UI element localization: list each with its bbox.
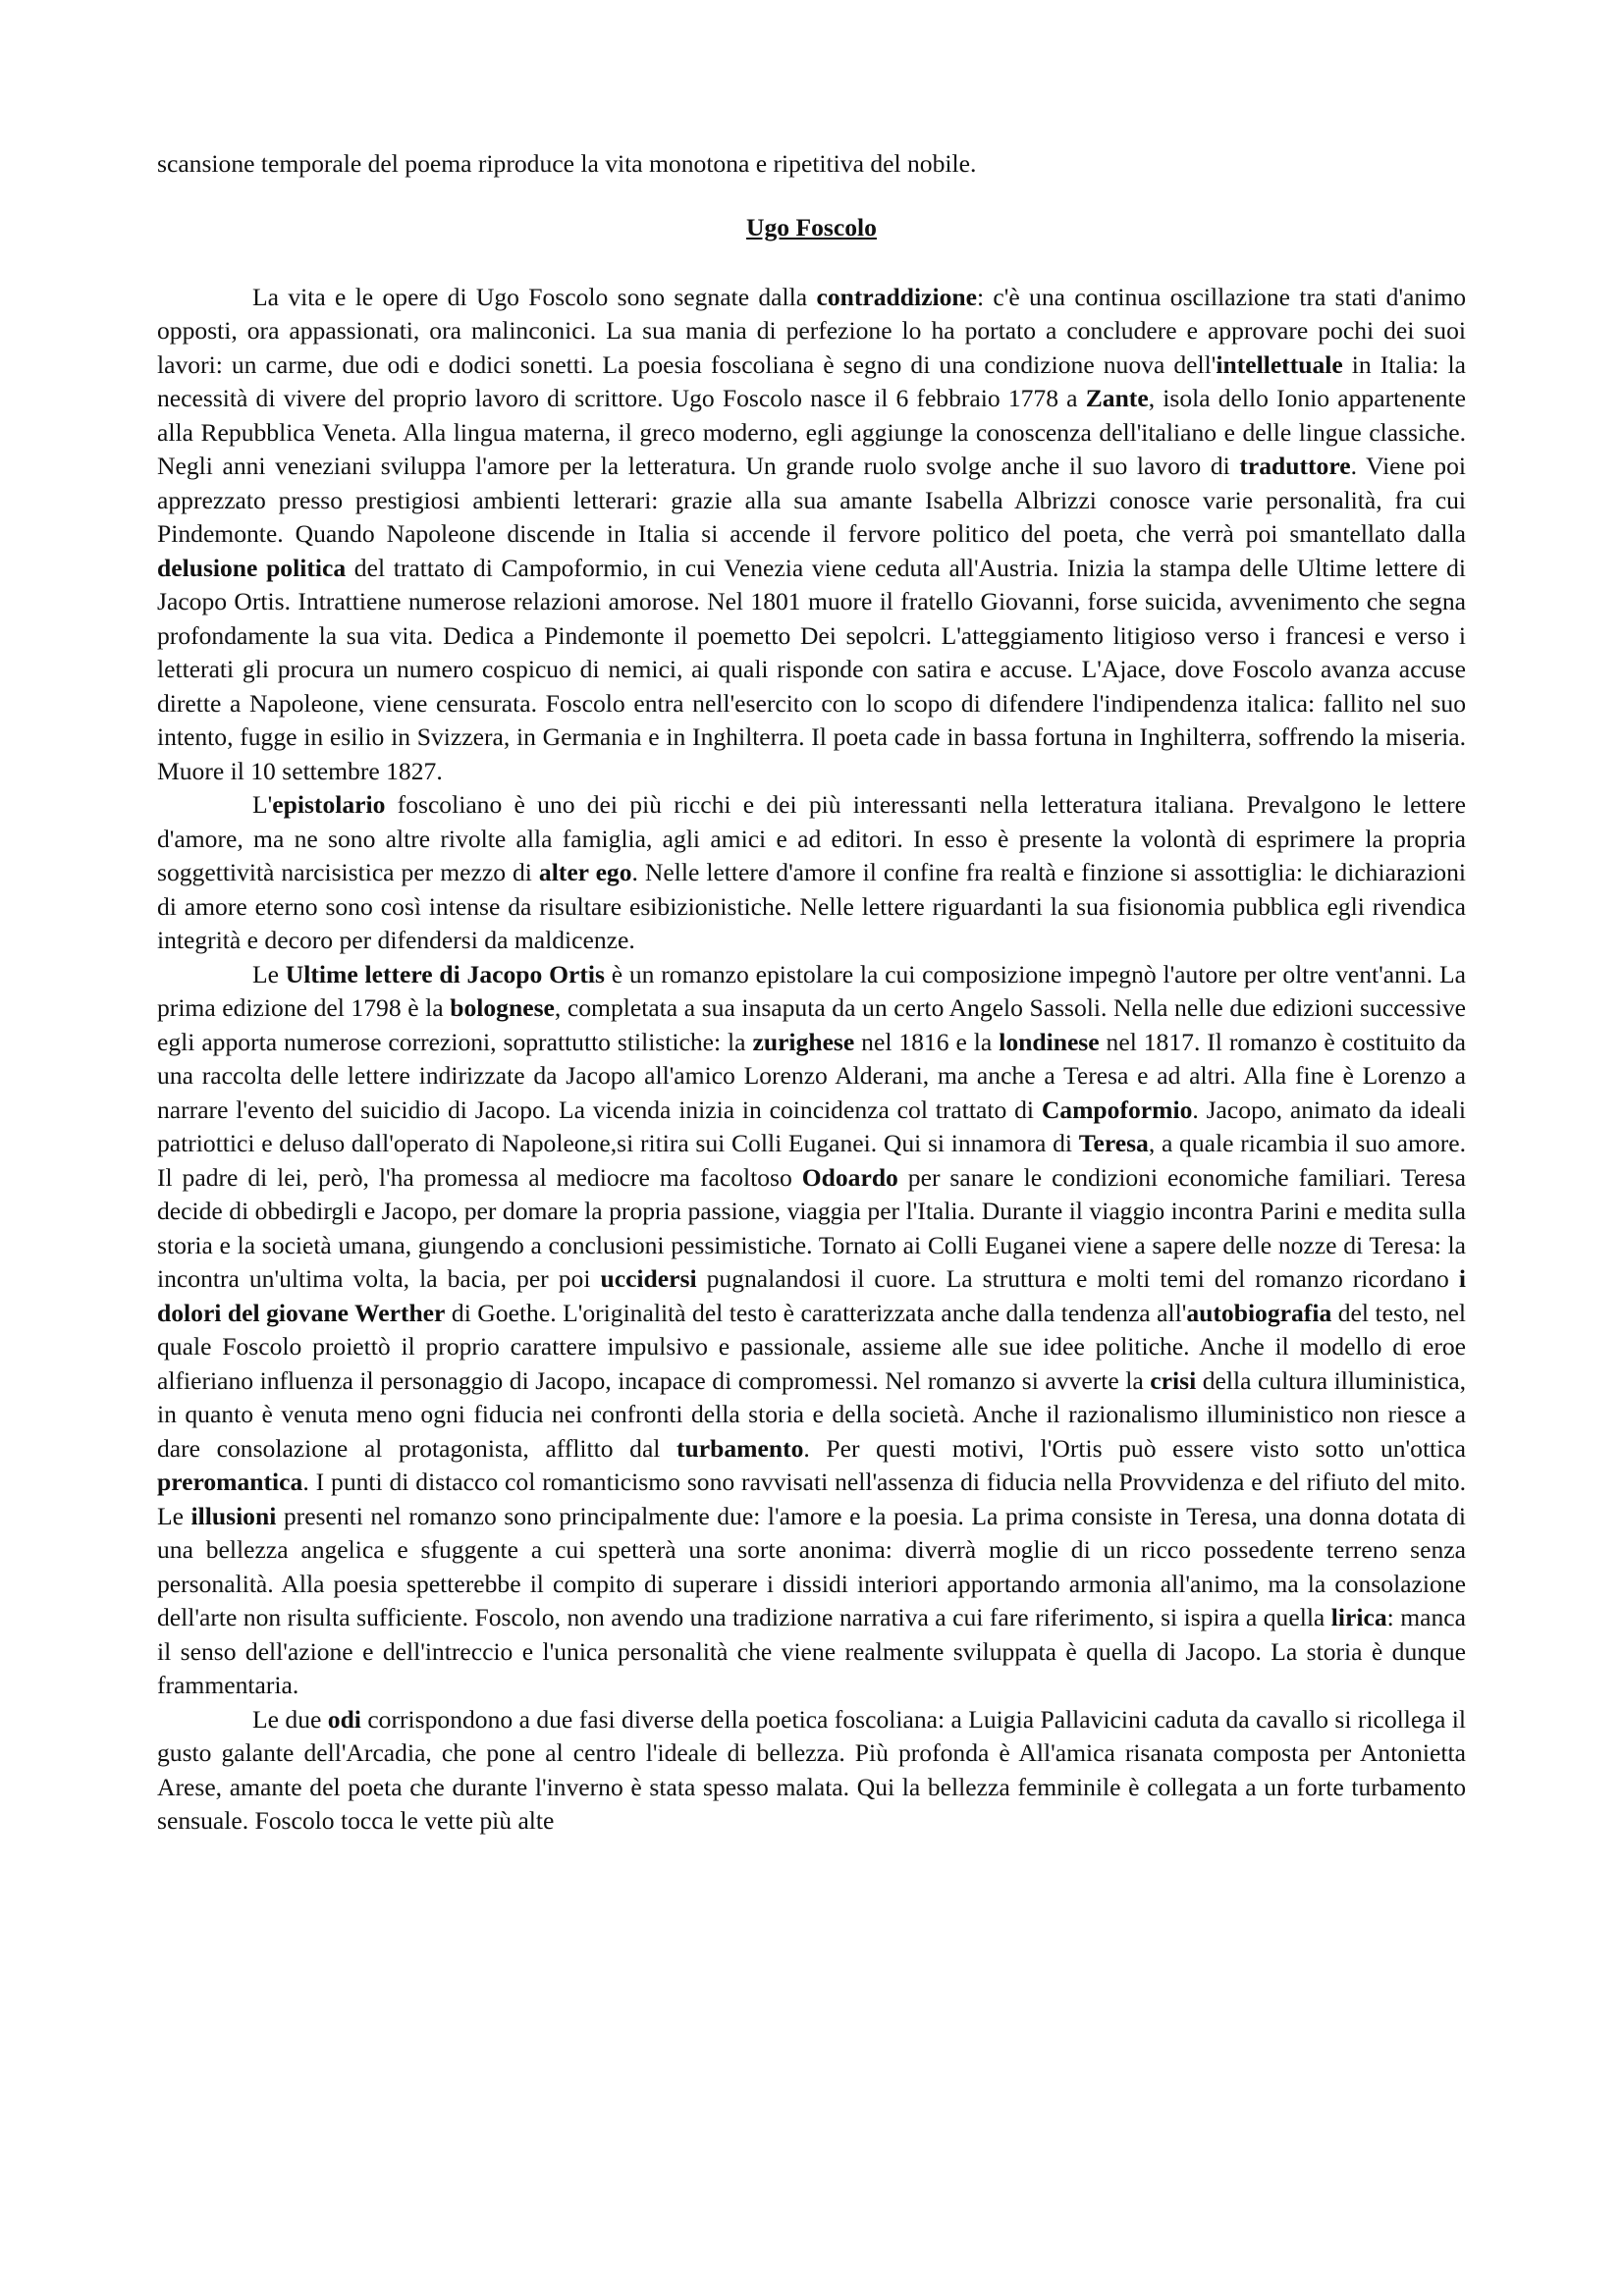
text-segment: L' xyxy=(252,790,273,819)
bold-term: illusioni xyxy=(190,1501,277,1530)
text-segment: , a quale ricambia il suo amore. Il padre di lei, però, l'ha promessa al mediocre ma facoltoso xyxy=(157,1129,1466,1192)
paragraph-biography xyxy=(157,281,1466,789)
bold-term: i dolori del giovane Werther xyxy=(157,1264,1466,1327)
bold-term: uccidersi xyxy=(600,1264,697,1293)
text-segment: del trattato di Campoformio, in cui Venezia viene ceduta all'Austria. Inizia la stampa delle Ultime lettere di Jacopo Ortis. Intrattiene numerose relazioni amorose. Nel 1801 muore il fratello Giovanni, forse suicida, avvenimento che segna profondamente la sua vita. Dedica a Pindemonte il poemetto Dei sepolcri. L'atteggiamento litigioso verso i francesi e verso i letterati gli procura un numero cospicuo di nemici, ai quali risponde con satira e accuse. L'Ajace, dove Foscolo avanza accuse dirette a Napoleone, viene censurata. Foscolo entra nell'esercito con lo scopo di difendere l'indipendenza italica: fallito nel suo intento, fugge in esilio in Svizzera, in Germania e in Inghilterra. Il poeta cade in bassa fortuna in Inghilterra, soffrendo la miseria. Muore il 10 settembre 1827. xyxy=(157,553,1467,785)
text-segment: del testo, nel quale Foscolo proiettò il proprio carattere impulsivo e passionale, assieme alle sue idee politiche. Anche il modello di eroe alfieriano influenza il personaggio di Jacopo, incapace di compromessi. Nel romanzo si avverte la xyxy=(157,1298,1467,1395)
text-segment: La vita e le opere di Ugo Foscolo sono segnate dalla xyxy=(252,282,817,311)
bold-term: traduttore xyxy=(1239,452,1351,480)
text-segment: . Viene poi apprezzato presso prestigiosi ambienti letterari: grazie alla sua amante Isabella Albrizzi conosce varie personalità, fra cui Pindemonte. Quando Napoleone discende in Italia si accende il fervore politico del poeta, che verrà poi smantellato dalla xyxy=(157,452,1467,548)
bold-term: preromantica xyxy=(157,1468,303,1496)
bold-term: odi xyxy=(327,1704,361,1734)
bold-term: autobiografia xyxy=(1186,1298,1332,1327)
paragraph-odi xyxy=(157,1703,1466,1839)
text-segment: è un romanzo epistolare la cui composizione impegnò l'autore per oltre vent'anni. La prima edizione del 1798 è la xyxy=(157,959,1466,1022)
text-segment: Le xyxy=(252,959,286,988)
text-segment: pugnalandosi il cuore. La struttura e molti temi del romanzo ricordano xyxy=(696,1264,1459,1293)
paragraph-ortis xyxy=(157,958,1466,1703)
bold-term: zurighese xyxy=(752,1027,855,1056)
text-segment: : manca il senso dell'azione e dell'intreccio e l'unica personalità che viene realmente sviluppata è quella di Jacopo. La storia è dunque frammentaria. xyxy=(157,1603,1466,1699)
text-segment: . Jacopo, animato da ideali patriottici e deluso dall'operato di Napoleone,si ritira sui Colli Euganei. Qui si innamora di xyxy=(157,1095,1466,1157)
text-segment: . Per questi motivi, l'Ortis può essere visto sotto un'ottica xyxy=(803,1433,1466,1463)
text-segment: in Italia: la necessità di vivere del proprio lavoro di scrittore. Ugo Foscolo nasce il 6 febbraio 1778 a xyxy=(157,349,1466,412)
bold-term: turbamento xyxy=(676,1433,804,1463)
bold-term: crisi xyxy=(1150,1365,1197,1395)
bold-term: delusione politica xyxy=(157,553,347,582)
paragraph-epistolario xyxy=(157,788,1466,958)
lead-line: scansione temporale del poema riproduce la vita monotona e ripetitiva del nobile. xyxy=(157,149,977,178)
bold-term: Zante xyxy=(1085,384,1149,412)
text-segment: di Goethe. L'originalità del testo è caratterizzata anche dalla tendenza all' xyxy=(445,1298,1187,1327)
text-segment: : c'è una continua oscillazione tra stati d'animo opposti, ora appassionati, ora malinconici. La sua mania di perfezione lo ha portato a concludere e approvare pochi dei suoi lavori: un carme, due odi e dodici sonetti. La poesia foscoliana è segno di una condizione nuova dell' xyxy=(157,282,1466,379)
text-segment: , isola dello Ionio appartenente alla Repubblica Veneta. Alla lingua materna, il greco moderno, egli aggiunge la conoscenza dell'italiano e delle lingue classiche. Negli anni veneziani sviluppa l'amore per la letteratura. Un grande ruolo svolge anche il suo lavoro di xyxy=(157,384,1466,480)
text-segment: presenti nel romanzo sono principalmente due: l'amore e la poesia. La prima consiste in Teresa, una donna dotata di una bellezza angelica e sfuggente a cui spetterà una sorte anonima: diverrà moglie di un ricco possedente terreno senza personalità. Alla poesia spetterebbe il compito di superare i dissidi interiori apportando armonia all'animo, ma la consolazione dell'arte non risulta sufficiente. Foscolo, non avendo una tradizione narrativa a cui fare riferimento, si ispira a quella xyxy=(157,1501,1466,1631)
text-segment: nel 1816 e la xyxy=(854,1027,1000,1056)
bold-term: intellettuale xyxy=(1216,349,1343,379)
bold-term: contraddizione xyxy=(816,282,977,311)
bold-term: Ultime lettere di Jacopo Ortis xyxy=(285,959,605,988)
text-segment: della cultura illuministica, in quanto è venuta meno ogni fiducia nei confronti della storia e della società. Anche il razionalismo illuministico non riesce a dare consolazione al protagonista, afflitto dal xyxy=(157,1365,1466,1463)
section-title: Ugo Foscolo xyxy=(746,212,877,241)
text-segment: . I punti di distacco col romanticismo sono ravvisati nell'assenza di fiducia nella Provvidenza e del rifiuto del mito. Le xyxy=(157,1468,1466,1530)
body-text xyxy=(157,281,1466,1839)
bold-term: alter ego xyxy=(538,858,632,886)
bold-term: Campoformio xyxy=(1041,1095,1193,1124)
bold-term: Teresa xyxy=(1078,1129,1149,1157)
text-segment: , completata a sua insaputa da un certo Angelo Sassoli. Nella nelle due edizioni successive egli apporta numerose correzioni, soprattutto stilistiche: la xyxy=(157,993,1466,1056)
bold-term: lirica xyxy=(1330,1603,1387,1631)
text-segment: Le due xyxy=(252,1704,328,1734)
text-segment: per sanare le condizioni economiche familiari. Teresa decide di obbedirgli e Jacopo, per domare la propria passione, viaggia per l'Italia. Durante il viaggio incontra Parini e medita sulla storia e la società umana, giungendo a conclusioni pessimistiche. Tornato ai Colli Euganei viene a sapere delle nozze di Teresa: la incontra un'ultima volta, la bacia, per poi xyxy=(157,1162,1466,1293)
bold-term: Odoardo xyxy=(801,1162,898,1192)
bold-term: bolognese xyxy=(450,993,555,1022)
text-segment: foscoliano è uno dei più ricchi e dei più interessanti nella letteratura italiana. Prevalgono le lettere d'amore, ma ne sono altre rivolte alla famiglia, agli amici e ad editori. In esso è presente la volontà di esprimere la propria soggettività narcisistica per mezzo di xyxy=(157,790,1466,886)
text-segment: corrispondono a due fasi diverse della poetica foscoliana: a Luigia Pallavicini caduta da cavallo si ricollega il gusto galante dell'Arcadia, che pone al centro l'ideale di bellezza. Più profonda è All'amica risanata composta per Antonietta Arese, amante del poeta che durante l'inverno è stata spesso malata. Qui la bellezza femminile è collegata a un forte turbamento sensuale. Foscolo tocca le vette più alte xyxy=(157,1704,1466,1835)
bold-term: londinese xyxy=(999,1027,1100,1056)
text-segment: nel 1817. Il romanzo è costituito da una raccolta delle lettere indirizzate da Jacopo all'amico Lorenzo Alderani, ma anche a Teresa e ad altri. Alla fine è Lorenzo a narrare l'evento del suicidio di Jacopo. La vicenda inizia in coincidenza col trattato di xyxy=(157,1027,1466,1124)
bold-term: epistolario xyxy=(272,790,386,819)
text-segment: . Nelle lettere d'amore il confine fra realtà e finzione si assottiglia: le dichiarazioni di amore eterno sono così intense da risultare esibizionistiche. Nelle lettere riguardanti la sua fisionomia pubblica egli rivendica integrità e decoro per difendersi da maldicenze. xyxy=(157,858,1467,954)
